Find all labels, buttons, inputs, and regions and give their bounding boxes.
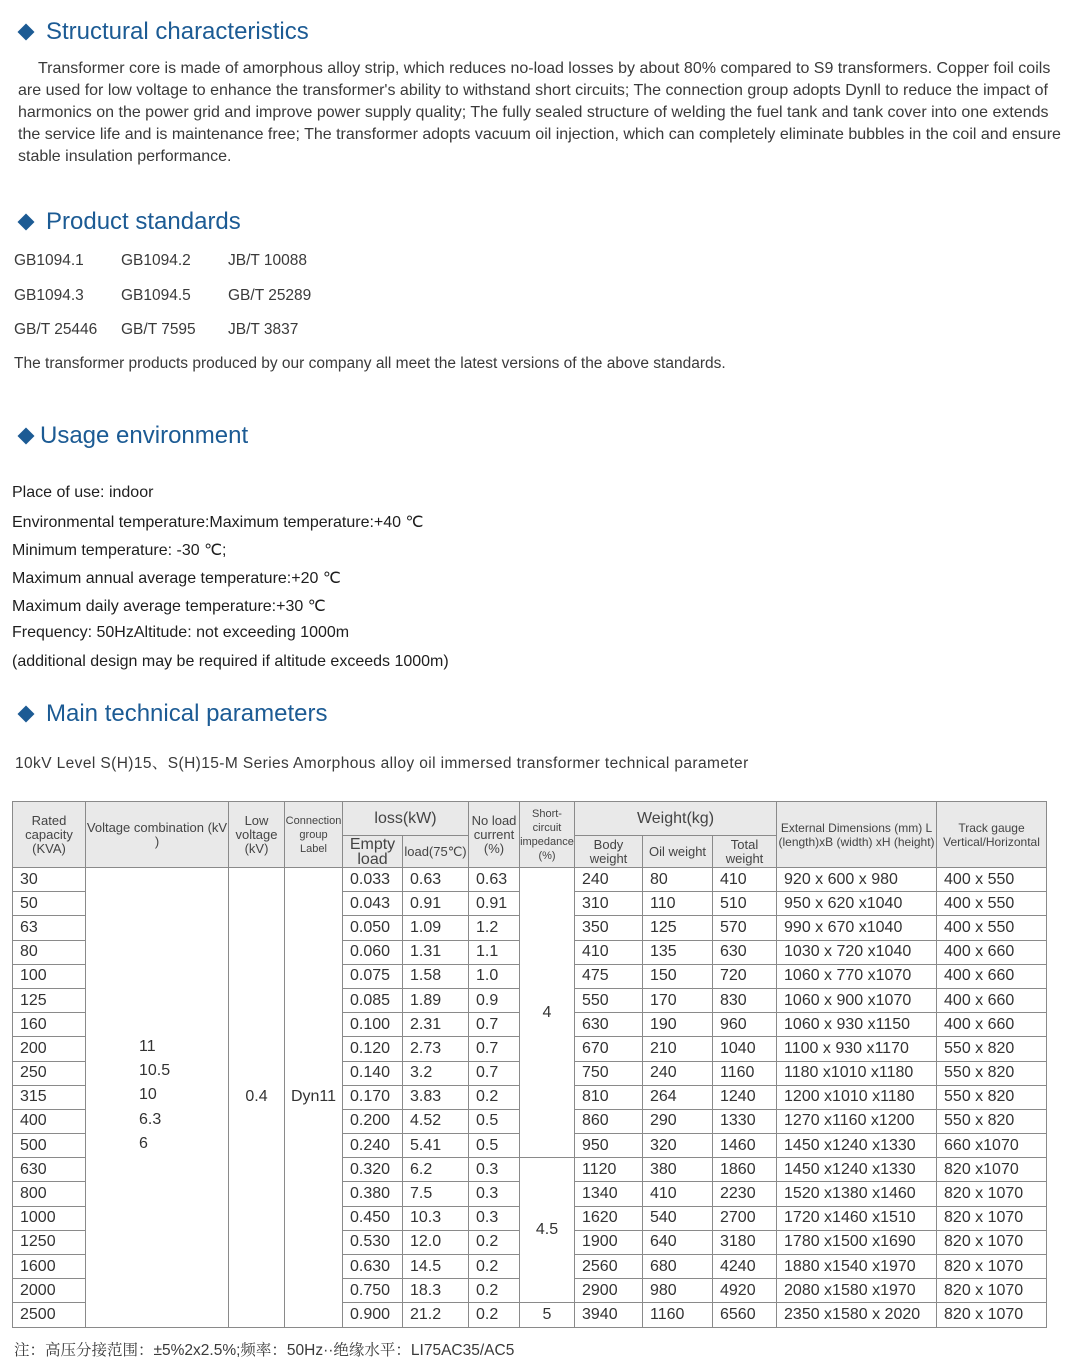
cell-empty-load: 0.200 [343,1109,403,1133]
cell-total-weight: 720 [713,964,777,988]
standard-code: GB/T 25446 [14,321,98,338]
section-heading-structural [18,18,309,46]
structural-paragraph [18,58,1070,168]
cell-track-gauge: 400 x 550 [937,892,1047,916]
cell-rated-capacity: 30 [13,868,86,892]
cell-dimensions: 1880 x1540 x1970 [777,1255,937,1279]
cell-total-weight: 630 [713,940,777,964]
cell-body-weight: 1120 [575,1158,643,1182]
voltage-value: 6.3 [139,1110,162,1128]
usage-line: Minimum temperature: -30 ℃; [12,542,227,559]
cell-load-loss: 2.31 [403,1013,469,1037]
cell-total-weight: 960 [713,1013,777,1037]
cell-track-gauge: 400 x 660 [937,988,1047,1012]
cell-dimensions: 1060 x 770 x1070 [777,964,937,988]
cell-load-loss: 12.0 [403,1230,469,1254]
usage-line: Maximum annual average temperature:+20 ℃ [12,570,341,587]
cell-voltage-combination [86,868,229,1328]
cell-oil-weight: 980 [643,1279,713,1303]
table-footnote: 注：高压分接范围：±5%2x2.5%;频率：50Hz··绝缘水平：LI75AC35/AC5 [14,1342,515,1359]
cell-dimensions: 1520 x1380 x1460 [777,1182,937,1206]
cell-track-gauge: 660 x1070 [937,1134,1047,1158]
cell-rated-capacity: 2500 [13,1303,86,1327]
cell-rated-capacity: 315 [13,1085,86,1109]
cell-oil-weight: 80 [643,868,713,892]
cell-load-loss: 1.31 [403,940,469,964]
cell-total-weight: 570 [713,916,777,940]
cell-body-weight: 1340 [575,1182,643,1206]
header-total-weight: Total weight [713,836,777,868]
cell-dimensions: 1180 x1010 x1180 [777,1061,937,1085]
cell-total-weight: 1040 [713,1037,777,1061]
diamond-bullet-icon [18,24,35,41]
cell-dimensions: 1030 x 720 x1040 [777,940,937,964]
cell-no-load-current: 0.2 [469,1303,520,1327]
header-no-load-current: No load current (%) [469,802,520,868]
section-title: Usage environment [40,422,249,449]
cell-load-loss: 18.3 [403,1279,469,1303]
cell-track-gauge: 820 x 1070 [937,1206,1047,1230]
header-impedance: Short-circuit impedance (%) [520,802,575,868]
cell-rated-capacity: 100 [13,964,86,988]
cell-no-load-current: 0.9 [469,988,520,1012]
voltage-value: 10.5 [139,1062,171,1080]
cell-empty-load: 0.085 [343,988,403,1012]
structural-text: Transformer core is made of amorphous alloy strip, which reduces no-load losses by about 80% compared to S9 transformers. Copper foil coils are used for low voltage to enhance the transformer's ability to withstand short circuits; The connection group adopts Dynll to reduce the impact of harmonics on the power grid and improve power supply quality; The fully sealed structure of welding the fuel tank and tank cover into one extends the service life and is maintenance free; The transformer adopts vacuum oil injection, which can completely eliminate bubbles in the coil and ensure stable insulation performance. [18,60,1061,165]
cell-oil-weight: 640 [643,1230,713,1254]
diamond-bullet-icon [18,428,35,445]
standards-note: The transformer products produced by our company all meet the latest versions of the above standards. [14,355,726,372]
header-body-weight: Body weight [575,836,643,868]
cell-empty-load: 0.320 [343,1158,403,1182]
cell-body-weight: 950 [575,1134,643,1158]
usage-line: Frequency: 50HzAltitude: not exceeding 1000m [12,624,350,641]
cell-dimensions: 1780 x1500 x1690 [777,1230,937,1254]
cell-track-gauge: 550 x 820 [937,1037,1047,1061]
cell-rated-capacity: 250 [13,1061,86,1085]
cell-total-weight: 1240 [713,1085,777,1109]
cell-total-weight: 4920 [713,1279,777,1303]
cell-rated-capacity: 800 [13,1182,86,1206]
voltage-value: 11 [139,1038,156,1055]
cell-dimensions: 1200 x1010 x1180 [777,1085,937,1109]
cell-oil-weight: 135 [643,940,713,964]
cell-track-gauge: 820 x1070 [937,1158,1047,1182]
cell-empty-load: 0.060 [343,940,403,964]
cell-no-load-current: 0.7 [469,1013,520,1037]
cell-dimensions: 1720 x1460 x1510 [777,1206,937,1230]
header-track-gauge: Track gauge Vertical/Horizontal [937,802,1047,868]
cell-rated-capacity: 2000 [13,1279,86,1303]
cell-track-gauge: 820 x 1070 [937,1303,1047,1327]
cell-dimensions: 1060 x 930 x1150 [777,1013,937,1037]
cell-oil-weight: 210 [643,1037,713,1061]
cell-body-weight: 410 [575,940,643,964]
cell-oil-weight: 170 [643,988,713,1012]
cell-track-gauge: 820 x 1070 [937,1182,1047,1206]
cell-oil-weight: 125 [643,916,713,940]
cell-oil-weight: 680 [643,1255,713,1279]
cell-no-load-current: 1.2 [469,916,520,940]
standard-code: GB1094.2 [121,252,191,269]
cell-empty-load: 0.033 [343,868,403,892]
header-oil-weight: Oil weight [643,836,713,868]
cell-body-weight: 2900 [575,1279,643,1303]
cell-total-weight: 830 [713,988,777,1012]
header-voltage-combination: Voltage combination (kV ) [86,802,229,868]
cell-total-weight: 1460 [713,1134,777,1158]
standard-code: JB/T 10088 [228,252,307,269]
cell-total-weight: 1330 [713,1109,777,1133]
cell-no-load-current: 0.2 [469,1279,520,1303]
cell-no-load-current: 1.1 [469,940,520,964]
cell-empty-load: 0.100 [343,1013,403,1037]
voltage-value: 10 [139,1086,157,1104]
cell-body-weight: 310 [575,892,643,916]
cell-oil-weight: 380 [643,1158,713,1182]
usage-line: (additional design may be required if altitude exceeds 1000m) [12,653,449,670]
voltage-value: 6 [139,1134,148,1152]
cell-body-weight: 3940 [575,1303,643,1327]
cell-body-weight: 550 [575,988,643,1012]
cell-track-gauge: 400 x 550 [937,868,1047,892]
standard-code: GB1094.1 [14,252,84,269]
header-empty-load: Empty load [343,836,403,868]
cell-oil-weight: 1160 [643,1303,713,1327]
cell-dimensions: 1450 x1240 x1330 [777,1158,937,1182]
cell-load-loss: 0.63 [403,868,469,892]
cell-body-weight: 475 [575,964,643,988]
cell-no-load-current: 0.3 [469,1182,520,1206]
cell-oil-weight: 110 [643,892,713,916]
cell-dimensions: 1060 x 900 x1070 [777,988,937,1012]
cell-load-loss: 1.09 [403,916,469,940]
cell-no-load-current: 0.3 [469,1158,520,1182]
header-low-voltage: Low voltage (kV) [229,802,285,868]
cell-body-weight: 670 [575,1037,643,1061]
cell-rated-capacity: 1600 [13,1255,86,1279]
cell-body-weight: 350 [575,916,643,940]
cell-track-gauge: 820 x 1070 [937,1255,1047,1279]
cell-no-load-current: 0.5 [469,1134,520,1158]
cell-oil-weight: 410 [643,1182,713,1206]
cell-rated-capacity: 80 [13,940,86,964]
cell-track-gauge: 400 x 660 [937,1013,1047,1037]
cell-total-weight: 6560 [713,1303,777,1327]
cell-empty-load: 0.630 [343,1255,403,1279]
cell-empty-load: 0.450 [343,1206,403,1230]
cell-low-voltage: 0.4 [229,868,285,1328]
header-dimensions: External Dimensions (mm) L (length)xB (width) xH (height) [777,802,937,868]
usage-line: Environmental temperature:Maximum temperature:+40 ℃ [12,514,424,531]
cell-body-weight: 240 [575,868,643,892]
standard-code: GB/T 25289 [228,287,312,304]
cell-total-weight: 510 [713,892,777,916]
cell-empty-load: 0.530 [343,1230,403,1254]
cell-empty-load: 0.240 [343,1134,403,1158]
cell-load-loss: 2.73 [403,1037,469,1061]
cell-impedance: 4 [520,868,575,1158]
cell-empty-load: 0.140 [343,1061,403,1085]
cell-track-gauge: 820 x 1070 [937,1230,1047,1254]
cell-body-weight: 630 [575,1013,643,1037]
header-load: load(75℃) [403,836,469,868]
cell-body-weight: 2560 [575,1255,643,1279]
cell-empty-load: 0.750 [343,1279,403,1303]
cell-dimensions: 950 x 620 x1040 [777,892,937,916]
section-title: Product standards [46,208,241,235]
cell-load-loss: 3.83 [403,1085,469,1109]
cell-load-loss: 5.41 [403,1134,469,1158]
cell-rated-capacity: 200 [13,1037,86,1061]
cell-load-loss: 1.89 [403,988,469,1012]
cell-no-load-current: 0.2 [469,1085,520,1109]
cell-empty-load: 0.050 [343,916,403,940]
cell-dimensions: 1270 x1160 x1200 [777,1109,937,1133]
cell-rated-capacity: 50 [13,892,86,916]
header-loss: loss(kW) [343,802,469,836]
cell-no-load-current: 0.5 [469,1109,520,1133]
diamond-bullet-icon [18,706,35,723]
section-heading-parameters [18,700,327,728]
cell-rated-capacity: 63 [13,916,86,940]
cell-no-load-current: 0.63 [469,868,520,892]
cell-dimensions: 990 x 670 x1040 [777,916,937,940]
cell-load-loss: 14.5 [403,1255,469,1279]
cell-total-weight: 2230 [713,1182,777,1206]
table-caption: 10kV Level S(H)15、S(H)15-M Series Amorphous alloy oil immersed transformer technical parameter [15,755,749,772]
cell-track-gauge: 550 x 820 [937,1085,1047,1109]
cell-oil-weight: 540 [643,1206,713,1230]
header-rated-capacity: Rated capacity (KVA) [13,802,86,868]
cell-track-gauge: 550 x 820 [937,1109,1047,1133]
cell-rated-capacity: 1250 [13,1230,86,1254]
cell-total-weight: 2700 [713,1206,777,1230]
cell-dimensions: 920 x 600 x 980 [777,868,937,892]
cell-oil-weight: 150 [643,964,713,988]
cell-oil-weight: 320 [643,1134,713,1158]
cell-rated-capacity: 125 [13,988,86,1012]
header-connection: Connection group Label [285,802,343,868]
standard-code: JB/T 3837 [228,321,299,338]
usage-line: Place of use: indoor [12,484,154,501]
cell-dimensions: 1450 x1240 x1330 [777,1134,937,1158]
cell-no-load-current: 0.2 [469,1255,520,1279]
cell-oil-weight: 240 [643,1061,713,1085]
diamond-bullet-icon [18,214,35,231]
cell-body-weight: 1620 [575,1206,643,1230]
cell-track-gauge: 820 x 1070 [937,1279,1047,1303]
cell-load-loss: 21.2 [403,1303,469,1327]
cell-empty-load: 0.075 [343,964,403,988]
cell-track-gauge: 400 x 660 [937,940,1047,964]
cell-body-weight: 750 [575,1061,643,1085]
cell-total-weight: 1160 [713,1061,777,1085]
section-title: Structural characteristics [46,18,309,45]
cell-total-weight: 410 [713,868,777,892]
cell-no-load-current: 0.3 [469,1206,520,1230]
cell-load-loss: 0.91 [403,892,469,916]
cell-rated-capacity: 500 [13,1134,86,1158]
section-title: Main technical parameters [46,700,328,727]
cell-impedance: 4.5 [520,1158,575,1303]
standard-code: GB/T 7595 [121,321,196,338]
section-heading-usage [18,422,248,450]
cell-rated-capacity: 1000 [13,1206,86,1230]
technical-parameter-table [12,801,1047,1328]
cell-rated-capacity: 160 [13,1013,86,1037]
standard-code: GB1094.5 [121,287,191,304]
cell-track-gauge: 550 x 820 [937,1061,1047,1085]
cell-load-loss: 4.52 [403,1109,469,1133]
cell-load-loss: 10.3 [403,1206,469,1230]
header-weight: Weight(kg) [575,802,777,836]
cell-dimensions: 1100 x 930 x1170 [777,1037,937,1061]
cell-dimensions: 2350 x1580 x 2020 [777,1303,937,1327]
cell-oil-weight: 290 [643,1109,713,1133]
cell-load-loss: 6.2 [403,1158,469,1182]
cell-total-weight: 4240 [713,1255,777,1279]
section-heading-standards [18,208,241,236]
cell-body-weight: 860 [575,1109,643,1133]
cell-no-load-current: 0.7 [469,1037,520,1061]
cell-empty-load: 0.043 [343,892,403,916]
cell-oil-weight: 190 [643,1013,713,1037]
cell-no-load-current: 1.0 [469,964,520,988]
cell-impedance: 5 [520,1303,575,1327]
cell-oil-weight: 264 [643,1085,713,1109]
cell-total-weight: 3180 [713,1230,777,1254]
cell-dimensions: 2080 x1580 x1970 [777,1279,937,1303]
table-row [13,868,1047,892]
cell-total-weight: 1860 [713,1158,777,1182]
cell-track-gauge: 400 x 550 [937,916,1047,940]
usage-line: Maximum daily average temperature:+30 ℃ [12,598,326,615]
cell-empty-load: 0.120 [343,1037,403,1061]
cell-empty-load: 0.900 [343,1303,403,1327]
cell-load-loss: 1.58 [403,964,469,988]
cell-rated-capacity: 400 [13,1109,86,1133]
cell-load-loss: 7.5 [403,1182,469,1206]
cell-body-weight: 1900 [575,1230,643,1254]
cell-track-gauge: 400 x 660 [937,964,1047,988]
cell-rated-capacity: 630 [13,1158,86,1182]
cell-no-load-current: 0.7 [469,1061,520,1085]
cell-empty-load: 0.170 [343,1085,403,1109]
cell-load-loss: 3.2 [403,1061,469,1085]
cell-no-load-current: 0.91 [469,892,520,916]
cell-body-weight: 810 [575,1085,643,1109]
cell-empty-load: 0.380 [343,1182,403,1206]
standard-code: GB1094.3 [14,287,84,304]
cell-no-load-current: 0.2 [469,1230,520,1254]
cell-connection-group: Dyn11 [285,868,343,1328]
